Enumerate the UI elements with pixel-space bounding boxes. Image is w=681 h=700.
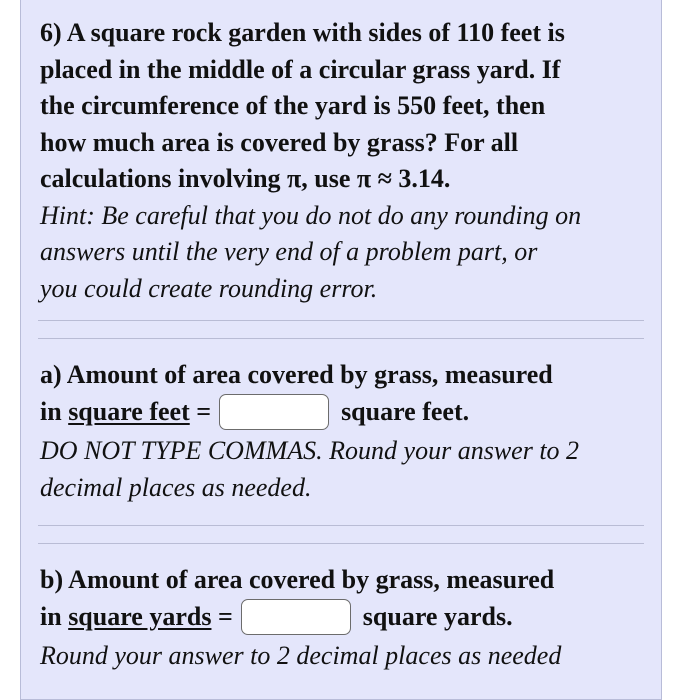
part-a-unit: square feet bbox=[68, 396, 190, 426]
question-line: calculations involving π, use π ≈ 3.14. bbox=[40, 164, 451, 193]
hint-line: you could create rounding error. bbox=[40, 273, 378, 303]
question-line: the circumference of the yard is 550 feet, then bbox=[40, 91, 546, 120]
question-line: 6) A square rock garden with sides of 110 feet is bbox=[40, 18, 565, 47]
part-b-unit: square yards bbox=[68, 601, 212, 631]
question-line: how much area is covered by grass? For all bbox=[40, 127, 519, 157]
part-a-note: DO NOT TYPE COMMAS. Round your answer to 2 bbox=[40, 436, 580, 465]
part-a-prompt: a) Amount of area covered by grass, measured bbox=[40, 360, 553, 389]
question-line: placed in the middle of a circular grass yard. If bbox=[40, 54, 561, 84]
divider bbox=[38, 338, 644, 339]
part-a-equals: = bbox=[189, 396, 212, 426]
part-a-note: decimal places as needed. bbox=[40, 472, 312, 502]
part-a-prefix: in bbox=[40, 396, 69, 426]
part-a bbox=[40, 357, 650, 506]
part-b-note: Round your answer to 2 decimal places as needed bbox=[40, 641, 562, 670]
part-a-answer-row bbox=[40, 394, 650, 431]
part-b-answer-input[interactable] bbox=[241, 599, 351, 635]
part-b-suffix: square yards. bbox=[362, 601, 513, 631]
part-b-equals: = bbox=[211, 601, 233, 631]
part-b-prefix: in bbox=[40, 601, 69, 631]
divider bbox=[38, 525, 644, 526]
question-text bbox=[40, 15, 650, 307]
part-a-suffix: square feet. bbox=[341, 396, 470, 426]
question-panel bbox=[20, 0, 662, 700]
divider bbox=[38, 543, 644, 544]
hint-line: answers until the very end of a problem part, or bbox=[40, 237, 538, 266]
part-b-prompt: b) Amount of area covered by grass, measured bbox=[40, 565, 555, 594]
divider bbox=[38, 320, 644, 321]
hint-line: Hint: Be careful that you do not do any rounding on bbox=[40, 200, 582, 230]
part-b bbox=[40, 562, 650, 675]
part-a-answer-input[interactable] bbox=[219, 394, 329, 430]
part-b-answer-row bbox=[40, 599, 650, 636]
